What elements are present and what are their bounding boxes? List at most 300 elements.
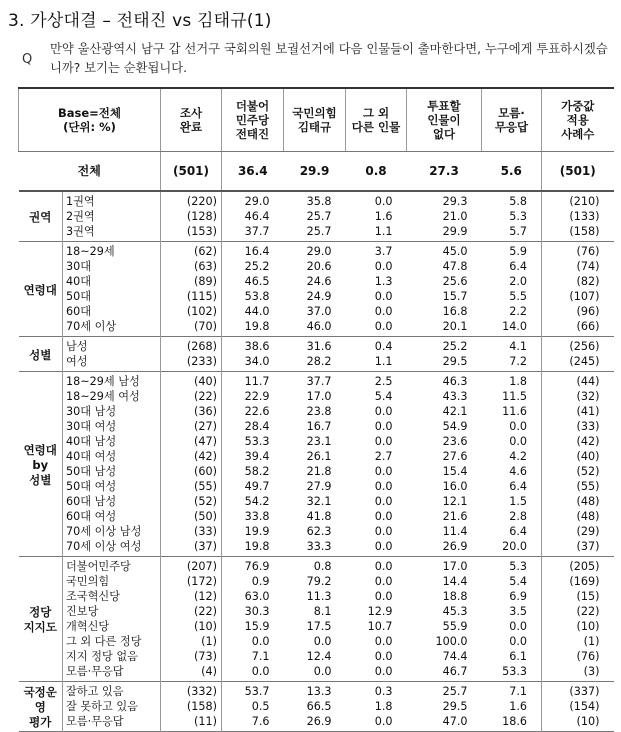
row-label: 지지 정당 없음: [63, 649, 161, 664]
table-row: [19, 289, 614, 304]
row-value: 6.1: [482, 649, 542, 664]
table-row: [19, 557, 614, 575]
table-group: [19, 191, 614, 242]
group-category-label: 성별: [19, 337, 63, 372]
row-value: 41.8: [306, 510, 332, 523]
row-label: 2권역: [63, 209, 161, 224]
table-group: [19, 682, 614, 732]
row-value: 0.0: [374, 635, 393, 648]
header-sample: [161, 88, 222, 152]
row-value: 63.0: [244, 590, 270, 603]
row-value: 25.7: [306, 225, 332, 238]
row-value: 46.7: [442, 665, 468, 678]
row-sample-count: (153): [161, 224, 222, 242]
header-sample-text: 조사 완료: [179, 106, 203, 134]
row-value: 38.6: [244, 340, 270, 353]
row-label: 조국혁신당: [63, 589, 161, 604]
row-weighted-count: (10): [576, 620, 600, 633]
row-value: 37.7: [244, 225, 270, 238]
row-weighted-count: (44): [576, 375, 600, 388]
row-label: 3권역: [63, 224, 161, 242]
row-value: 74.4: [442, 650, 468, 663]
group-category-label: 연령대: [19, 242, 63, 337]
row-value: 0.0: [374, 525, 393, 538]
row-value: 37.7: [306, 375, 332, 388]
row-value: 13.3: [306, 685, 332, 698]
group-category-label: 연령대 by 성별: [19, 372, 63, 557]
table-row: [19, 604, 614, 619]
row-weighted-count: (169): [569, 575, 600, 588]
header-unknown-text: 모름· 무응답: [494, 106, 529, 134]
total-value: 5.6: [482, 152, 542, 192]
row-value: 26.9: [306, 715, 332, 728]
row-value: 79.2: [306, 575, 332, 588]
row-value: 5.8: [482, 191, 542, 209]
row-sample-count: (4): [161, 664, 222, 682]
row-sample-count: (11): [161, 714, 222, 732]
row-value: 33.3: [306, 540, 332, 553]
row-sample-count: (22): [161, 389, 222, 404]
row-value: 29.9: [442, 225, 468, 238]
row-value: 34.0: [244, 355, 270, 368]
row-value: 8.1: [313, 605, 332, 618]
row-sample-count: (42): [161, 449, 222, 464]
row-value: 53.3: [244, 435, 270, 448]
row-value: 54.9: [442, 420, 468, 433]
row-value: 21.6: [442, 510, 468, 523]
row-value: 3.5: [482, 604, 542, 619]
row-value: 0.4: [374, 340, 393, 353]
row-weighted-count: (154): [569, 700, 600, 713]
table-row: [19, 524, 614, 539]
row-value: 18.6: [482, 714, 542, 732]
row-sample-count: (158): [161, 699, 222, 714]
row-value: 0.0: [374, 405, 393, 418]
table-row: [19, 464, 614, 479]
row-value: 0.0: [374, 420, 393, 433]
row-value: 12.9: [367, 605, 393, 618]
row-value: 0.0: [251, 635, 270, 648]
row-value: 7.2: [482, 354, 542, 372]
row-value: 53.3: [482, 664, 542, 682]
row-value: 26.1: [306, 450, 332, 463]
row-weighted-count: (76): [576, 245, 600, 258]
row-value: 33.8: [244, 510, 270, 523]
row-value: 1.1: [374, 225, 393, 238]
row-value: 1.3: [374, 275, 393, 288]
header-unknown: [482, 88, 542, 152]
row-label: 그 외 다른 정당: [63, 634, 161, 649]
row-sample-count: (332): [161, 682, 222, 700]
row-value: 21.8: [306, 465, 332, 478]
row-weighted-count: (256): [569, 340, 600, 353]
row-sample-count: (12): [161, 589, 222, 604]
row-value: 3.7: [374, 245, 393, 258]
row-value: 0.0: [482, 634, 542, 649]
row-value: 0.0: [374, 305, 393, 318]
row-value: 16.8: [442, 305, 468, 318]
total-weighted: (501): [542, 152, 614, 192]
header-candidate-2: [284, 88, 346, 152]
total-value: 27.3: [407, 152, 482, 192]
table-row: [19, 319, 614, 337]
table-row: [19, 419, 614, 434]
row-value: 0.0: [374, 715, 393, 728]
row-weighted-count: (1): [583, 635, 600, 648]
row-weighted-count: (55): [576, 480, 600, 493]
row-weighted-count: (15): [576, 590, 600, 603]
row-value: 0.0: [374, 510, 393, 523]
table-row: [19, 664, 614, 682]
table-row: [19, 224, 614, 242]
row-value: 5.5: [482, 289, 542, 304]
row-value: 0.0: [374, 195, 393, 208]
row-value: 11.3: [306, 590, 332, 603]
table-row: [19, 479, 614, 494]
row-label: 70세 이상 여성: [63, 539, 161, 557]
row-value: 17.0: [306, 390, 332, 403]
row-value: 2.2: [482, 304, 542, 319]
row-value: 23.8: [306, 405, 332, 418]
row-value: 39.4: [244, 450, 270, 463]
row-value: 18.8: [442, 590, 468, 603]
row-sample-count: (47): [161, 434, 222, 449]
row-label: 모름·무응답: [63, 714, 161, 732]
row-value: 1.6: [374, 210, 393, 223]
row-value: 35.8: [306, 195, 332, 208]
row-sample-count: (27): [161, 419, 222, 434]
row-value: 44.0: [244, 305, 270, 318]
row-sample-count: (1): [161, 634, 222, 649]
total-n: (501): [161, 152, 222, 192]
row-value: 0.0: [374, 540, 393, 553]
row-label: 18~29세: [63, 242, 161, 260]
row-value: 1.8: [374, 700, 393, 713]
table-row: [19, 259, 614, 274]
row-value: 23.1: [306, 435, 332, 448]
row-label: 40대 남성: [63, 434, 161, 449]
row-value: 12.4: [306, 650, 332, 663]
row-value: 25.7: [306, 210, 332, 223]
row-value: 0.0: [374, 495, 393, 508]
row-label: 70세 이상: [63, 319, 161, 337]
row-value: 29.3: [442, 195, 468, 208]
row-value: 21.0: [442, 210, 468, 223]
row-value: 37.0: [306, 305, 332, 318]
row-value: 6.4: [482, 479, 542, 494]
row-value: 0.0: [313, 665, 332, 678]
row-value: 30.3: [244, 605, 270, 618]
table-row: [19, 589, 614, 604]
row-sample-count: (70): [161, 319, 222, 337]
row-weighted-count: (33): [576, 420, 600, 433]
row-value: 100.0: [435, 635, 468, 648]
total-value: 29.9: [284, 152, 346, 192]
row-value: 49.7: [244, 480, 270, 493]
row-value: 19.9: [244, 525, 270, 538]
row-value: 25.2: [442, 340, 468, 353]
row-value: 58.2: [244, 465, 270, 478]
row-value: 14.4: [442, 575, 468, 588]
row-value: 15.4: [442, 465, 468, 478]
row-weighted-count: (48): [576, 510, 600, 523]
row-value: 14.0: [482, 319, 542, 337]
row-label: 1권역: [63, 191, 161, 209]
header-none: [407, 88, 482, 152]
header-base-text: Base=전체 (단위: %): [57, 106, 122, 134]
row-value: 1.6: [482, 699, 542, 714]
table-group: [19, 372, 614, 557]
row-value: 2.0: [482, 274, 542, 289]
row-label: 30대 여성: [63, 419, 161, 434]
group-category-label: 권역: [19, 191, 63, 242]
row-weighted-count: (74): [576, 260, 600, 273]
row-weighted-count: (245): [569, 355, 600, 368]
row-value: 20.1: [442, 320, 468, 333]
table-row: [19, 619, 614, 634]
row-value: 26.9: [442, 540, 468, 553]
row-value: 0.0: [374, 260, 393, 273]
row-value: 42.1: [442, 405, 468, 418]
row-value: 1.8: [482, 372, 542, 390]
row-label: 더불어민주당: [63, 557, 161, 575]
row-value: 4.1: [482, 337, 542, 355]
row-value: 25.7: [442, 685, 468, 698]
row-value: 47.8: [442, 260, 468, 273]
table-row: [19, 449, 614, 464]
row-weighted-count: (52): [576, 465, 600, 478]
row-weighted-count: (10): [576, 715, 600, 728]
row-value: 12.1: [442, 495, 468, 508]
row-weighted-count: (337): [569, 685, 600, 698]
row-value: 76.9: [244, 560, 270, 573]
row-value: 17.5: [306, 620, 332, 633]
row-label: 모름·무응답: [63, 664, 161, 682]
row-value: 47.0: [442, 715, 468, 728]
row-sample-count: (55): [161, 479, 222, 494]
table-row: [19, 682, 614, 700]
header-other: [346, 88, 407, 152]
row-value: 2.7: [374, 450, 393, 463]
row-sample-count: (63): [161, 259, 222, 274]
row-value: 29.0: [306, 245, 332, 258]
row-sample-count: (73): [161, 649, 222, 664]
row-sample-count: (52): [161, 494, 222, 509]
row-value: 29.5: [442, 700, 468, 713]
row-value: 29.5: [442, 355, 468, 368]
row-label: 18~29세 여성: [63, 389, 161, 404]
row-weighted-count: (66): [576, 320, 600, 333]
header-weighted: [542, 88, 614, 152]
row-weighted-count: (48): [576, 495, 600, 508]
page-title: 3. 가상대결 – 전태진 vs 김태규(1): [8, 11, 272, 31]
total-value: 0.8: [346, 152, 407, 192]
row-value: 6.4: [482, 524, 542, 539]
row-weighted-count: (37): [576, 540, 600, 553]
row-value: 5.4: [482, 574, 542, 589]
header-none-text: 투표할 인물이 없다: [427, 99, 461, 141]
row-sample-count: (102): [161, 304, 222, 319]
row-value: 11.4: [442, 525, 468, 538]
total-row: [19, 152, 614, 192]
row-label: 여성: [63, 354, 161, 372]
row-value: 24.6: [306, 275, 332, 288]
row-sample-count: (233): [161, 354, 222, 372]
row-value: 0.0: [374, 560, 393, 573]
row-value: 46.3: [442, 375, 468, 388]
row-weighted-count: (32): [576, 390, 600, 403]
row-value: 2.5: [374, 375, 393, 388]
row-label: 30대: [63, 259, 161, 274]
row-value: 0.0: [374, 590, 393, 603]
group-category-label: 국정운영 평가: [19, 682, 63, 732]
row-value: 4.2: [482, 449, 542, 464]
row-value: 5.9: [482, 242, 542, 260]
row-value: 11.7: [244, 375, 270, 388]
row-value: 43.3: [442, 390, 468, 403]
row-value: 7.1: [251, 650, 270, 663]
row-value: 0.3: [374, 685, 393, 698]
row-value: 0.0: [482, 619, 542, 634]
row-value: 45.0: [442, 245, 468, 258]
row-label: 40대: [63, 274, 161, 289]
row-label: 60대 남성: [63, 494, 161, 509]
table-group: [19, 242, 614, 337]
row-label: 70세 이상 남성: [63, 524, 161, 539]
table-row: [19, 191, 614, 209]
table-row: [19, 494, 614, 509]
row-value: 6.9: [482, 589, 542, 604]
row-sample-count: (60): [161, 464, 222, 479]
header-base: [19, 88, 161, 152]
row-weighted-count: (22): [576, 605, 600, 618]
row-value: 0.0: [374, 290, 393, 303]
row-sample-count: (40): [161, 372, 222, 390]
row-value: 28.4: [244, 420, 270, 433]
row-value: 10.7: [367, 620, 393, 633]
row-value: 27.9: [306, 480, 332, 493]
row-sample-count: (128): [161, 209, 222, 224]
row-value: 0.5: [251, 700, 270, 713]
row-label: 남성: [63, 337, 161, 355]
row-label: 60대: [63, 304, 161, 319]
row-sample-count: (36): [161, 404, 222, 419]
table-row: [19, 274, 614, 289]
row-sample-count: (207): [161, 557, 222, 575]
row-value: 27.6: [442, 450, 468, 463]
row-value: 28.2: [306, 355, 332, 368]
row-label: 60대 여성: [63, 509, 161, 524]
row-value: 5.3: [482, 209, 542, 224]
results-table-container: [18, 87, 613, 732]
row-value: 15.9: [244, 620, 270, 633]
row-value: 0.0: [374, 575, 393, 588]
table-row: [19, 389, 614, 404]
row-label: 50대: [63, 289, 161, 304]
row-value: 20.6: [306, 260, 332, 273]
row-weighted-count: (76): [576, 650, 600, 663]
row-value: 2.8: [482, 509, 542, 524]
row-label: 30대 남성: [63, 404, 161, 419]
row-value: 6.4: [482, 259, 542, 274]
row-sample-count: (33): [161, 524, 222, 539]
table-row: [19, 372, 614, 390]
row-value: 0.0: [482, 434, 542, 449]
row-weighted-count: (107): [569, 290, 600, 303]
row-value: 23.6: [442, 435, 468, 448]
header-row: [19, 88, 614, 152]
results-table: [18, 87, 614, 732]
row-sample-count: (10): [161, 619, 222, 634]
row-value: 15.7: [442, 290, 468, 303]
row-value: 0.9: [251, 575, 270, 588]
table-row: [19, 337, 614, 355]
table-row: [19, 509, 614, 524]
row-value: 0.0: [374, 650, 393, 663]
table-row: [19, 714, 614, 732]
table-row: [19, 649, 614, 664]
row-value: 55.9: [442, 620, 468, 633]
row-value: 46.4: [244, 210, 270, 223]
row-value: 53.8: [244, 290, 270, 303]
row-label: 18~29세 남성: [63, 372, 161, 390]
row-label: 잘 못하고 있음: [63, 699, 161, 714]
row-sample-count: (115): [161, 289, 222, 304]
row-value: 7.6: [251, 715, 270, 728]
row-value: 0.0: [374, 320, 393, 333]
row-sample-count: (172): [161, 574, 222, 589]
row-weighted-count: (158): [569, 225, 600, 238]
row-value: 66.5: [306, 700, 332, 713]
table-row: [19, 304, 614, 319]
row-sample-count: (22): [161, 604, 222, 619]
row-value: 0.0: [374, 465, 393, 478]
row-weighted-count: (41): [576, 405, 600, 418]
row-value: 16.0: [442, 480, 468, 493]
total-value: 36.4: [222, 152, 284, 192]
row-label: 개혁신당: [63, 619, 161, 634]
row-value: 46.5: [244, 275, 270, 288]
row-value: 16.4: [244, 245, 270, 258]
row-value: 25.2: [244, 260, 270, 273]
row-value: 31.6: [306, 340, 332, 353]
header-candidate-1: [222, 88, 284, 152]
row-sample-count: (220): [161, 191, 222, 209]
row-label: 국민의힘: [63, 574, 161, 589]
row-value: 11.6: [482, 404, 542, 419]
row-value: 54.2: [244, 495, 270, 508]
header-other-text: 그 외 다른 인물: [351, 106, 401, 134]
row-value: 11.5: [482, 389, 542, 404]
header-candidate-1-text: 더불어 민주당 전태진: [235, 99, 270, 141]
row-value: 0.0: [251, 665, 270, 678]
row-value: 1.1: [374, 355, 393, 368]
row-value: 0.8: [313, 560, 332, 573]
row-value: 0.0: [482, 419, 542, 434]
row-sample-count: (268): [161, 337, 222, 355]
row-value: 1.5: [482, 494, 542, 509]
row-value: 24.9: [306, 290, 332, 303]
row-value: 19.8: [244, 540, 270, 553]
row-label: 40대 여성: [63, 449, 161, 464]
row-label: 잘하고 있음: [63, 682, 161, 700]
table-row: [19, 242, 614, 260]
row-value: 29.0: [244, 195, 270, 208]
row-value: 46.0: [306, 320, 332, 333]
row-value: 22.6: [244, 405, 270, 418]
row-value: 22.9: [244, 390, 270, 403]
group-category-label: 정당 지지도: [19, 557, 63, 682]
